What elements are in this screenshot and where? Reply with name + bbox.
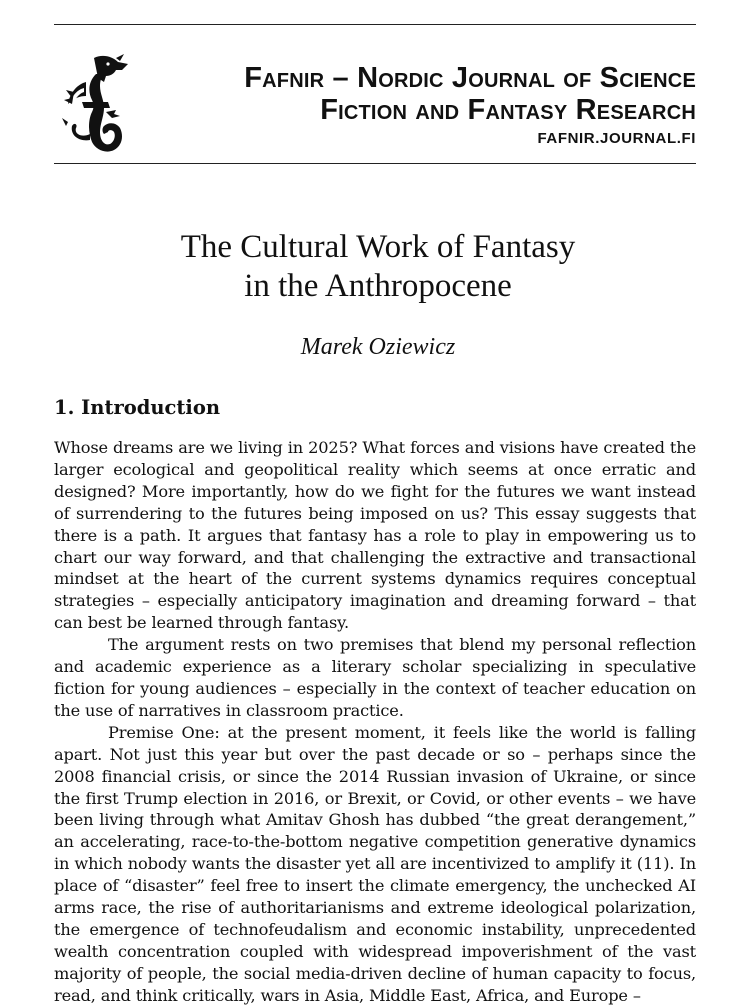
paragraph: Premise One: at the present moment, it feels like the world is falling apart. Not just this year but over the past decade or so – perhaps since the 2008 financial crisis, or since the 2014 Russian invasion of Ukraine, or since the first Trump election in 2016, or Brexit, or Covid, or other events – we have been living through what Amitav Ghosh has dubbed “the great derangement,” an accelerating, race-to-the-bottom negative competition generative dynamics in which nobody wants the disaster yet all are incentivized to amplify it (11). In place of “disaster” feel free to insert the climate emergency, the unchecked AI arms race, the rise of authoritarianisms and extreme ideological polarization, the emergence of technofeudalism and economic instability, unprecedented wealth concentration coupled with widespread impoverishment of the vast majority of people, the social media-driven decline of human capacity to focus, read, and think critically, wars in Asia, Middle East, Africa, and Europe – (54, 722, 696, 1005)
paragraph: The argument rests on two premises that blend my personal reflection and academic experience as a literary scholar specializing in speculative fiction for young audiences – especially in the context of teacher education on the use of narratives in classroom practice. (54, 635, 696, 720)
journal-title-line-1: Fafnir – Nordic Journal of Science (244, 62, 696, 94)
journal-title (244, 62, 696, 126)
fafnir-dragon-logo-icon (58, 52, 130, 156)
article-title-line-1: The Cultural Work of Fantasy (180, 229, 576, 265)
journal-url[interactable]: FAFNIR.JOURNAL.FI (537, 130, 696, 147)
paragraph: Whose dreams are we living in 2025? What forces and visions have created the larger ecological and geopolitical reality which seems at once erratic and designed? More importantly, how do we fight for the futures we want instead of surrendering to the futures being imposed on us? This essay suggests that there is a path. It argues that fantasy has a role to play in empowering us to chart our way forward, and that challenging the extractive and transactional mindset at the heart of the current systems dynamics requires conceptual strategies – especially anticipatory imagination and dreaming forward – that can best be learned through fantasy. (54, 438, 696, 633)
header-bottom-rule (54, 163, 696, 164)
body-text (54, 437, 696, 1007)
article-title (0, 228, 756, 306)
article-title-line-2: in the Anthropocene (244, 268, 512, 304)
header-top-rule (54, 24, 696, 25)
section-heading: 1. Introduction (54, 396, 221, 419)
journal-title-line-2: Fiction and Fantasy Research (320, 94, 696, 126)
author-name: Marek Oziewicz (300, 334, 456, 360)
